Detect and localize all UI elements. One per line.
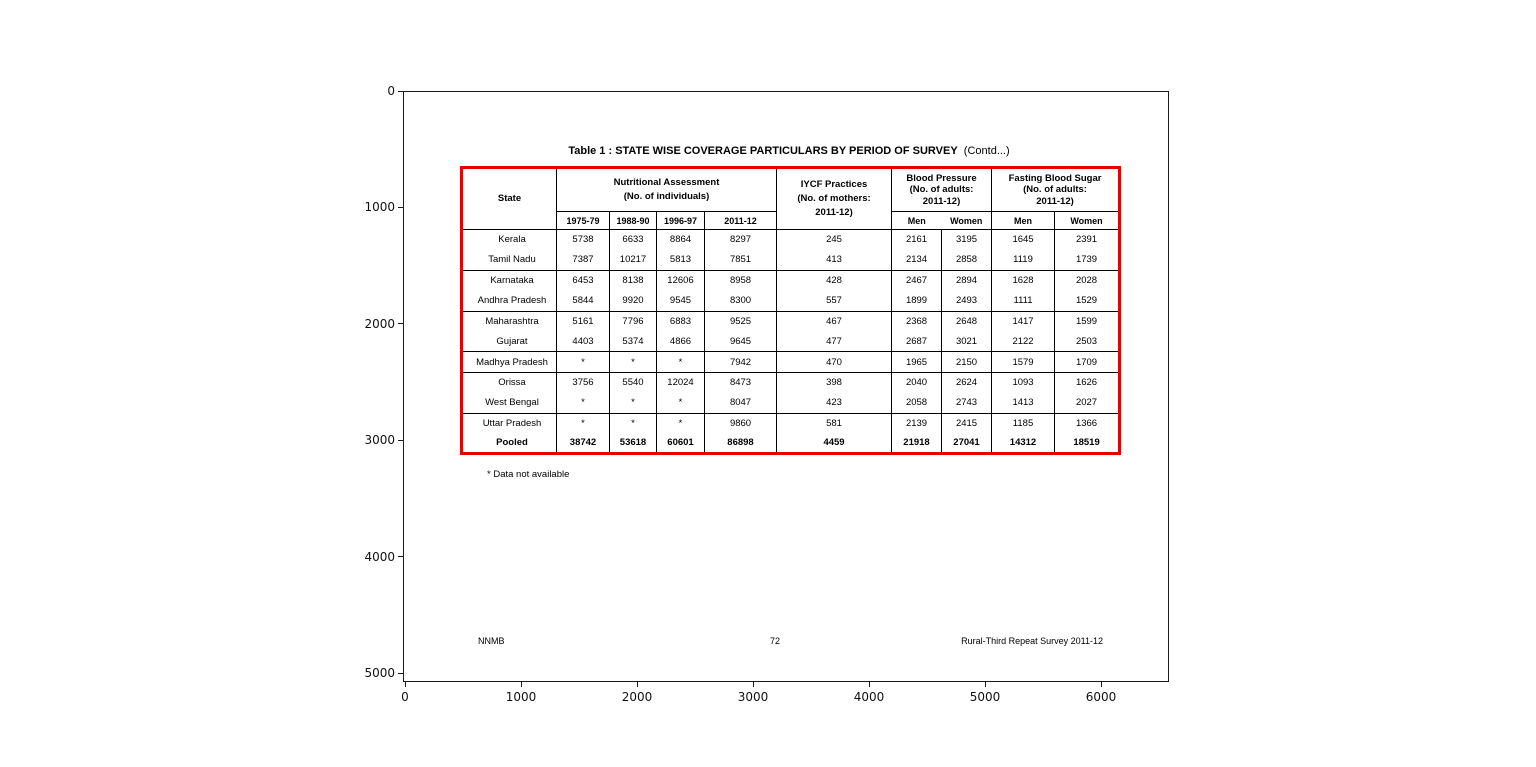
- value-cell: 581: [777, 413, 892, 433]
- value-cell: 1599: [1055, 311, 1120, 331]
- value-cell: 9920: [610, 291, 657, 311]
- table-row: [462, 230, 1120, 250]
- x-tick-mark: [637, 682, 638, 687]
- value-cell: 6453: [557, 270, 610, 290]
- y-tick-label: 2000: [364, 316, 395, 331]
- value-cell: 2503: [1055, 331, 1120, 351]
- value-cell: 245: [777, 230, 892, 250]
- table-body: [462, 230, 1120, 454]
- value-cell: 2040: [892, 372, 942, 392]
- value-cell: *: [557, 413, 610, 433]
- col-header-2011-12: 2011-12: [705, 212, 777, 230]
- value-cell: 18519: [1055, 433, 1120, 453]
- value-cell: 9545: [657, 291, 705, 311]
- x-tick-label: 2000: [621, 690, 653, 704]
- value-cell: 7942: [705, 352, 777, 372]
- value-cell: 428: [777, 270, 892, 290]
- footer-org: NNMB: [478, 636, 505, 646]
- value-cell: *: [657, 393, 705, 413]
- x-tick-mark: [1101, 682, 1102, 687]
- table-row: [462, 433, 1120, 453]
- table-title-main: Table 1 : STATE WISE COVERAGE PARTICULARS BY PERIOD OF SURVEY: [568, 145, 958, 157]
- header-row-groups: [462, 168, 1120, 212]
- value-cell: 398: [777, 372, 892, 392]
- value-cell: 7796: [610, 311, 657, 331]
- value-cell: 53618: [610, 433, 657, 453]
- value-cell: 2467: [892, 270, 942, 290]
- value-cell: 2027: [1055, 393, 1120, 413]
- x-tick-mark: [405, 682, 406, 687]
- x-tick-label: 6000: [1085, 690, 1117, 704]
- state-cell: Gujarat: [462, 331, 557, 351]
- value-cell: 1119: [992, 250, 1055, 270]
- value-cell: 1413: [992, 393, 1055, 413]
- value-cell: 8473: [705, 372, 777, 392]
- col-header-iycf: IYCF Practices (No. of mothers: 2011-12): [777, 168, 892, 230]
- table-title-suffix: (Contd...): [963, 145, 1010, 157]
- col-header-1975-79: 1975-79: [557, 212, 610, 230]
- value-cell: 2648: [942, 311, 992, 331]
- value-cell: 8047: [705, 393, 777, 413]
- x-tick-label: 3000: [737, 690, 769, 704]
- value-cell: 5813: [657, 250, 705, 270]
- x-tick-mark: [985, 682, 986, 687]
- value-cell: 3756: [557, 372, 610, 392]
- footer-page-number: 72: [769, 636, 780, 646]
- value-cell: 1579: [992, 352, 1055, 372]
- value-cell: 21918: [892, 433, 942, 453]
- x-tick-mark: [753, 682, 754, 687]
- value-cell: 8958: [705, 270, 777, 290]
- col-header-1988-90: 1988-90: [610, 212, 657, 230]
- value-cell: 2624: [942, 372, 992, 392]
- value-cell: 38742: [557, 433, 610, 453]
- value-cell: *: [657, 413, 705, 433]
- value-cell: 5738: [557, 230, 610, 250]
- value-cell: 4866: [657, 331, 705, 351]
- value-cell: 2368: [892, 311, 942, 331]
- value-cell: 2058: [892, 393, 942, 413]
- value-cell: 2493: [942, 291, 992, 311]
- value-cell: 3021: [942, 331, 992, 351]
- value-cell: 2687: [892, 331, 942, 351]
- y-tick-mark: [398, 556, 403, 557]
- value-cell: 2894: [942, 270, 992, 290]
- state-cell: Karnataka: [462, 270, 557, 290]
- value-cell: 413: [777, 250, 892, 270]
- value-cell: 9525: [705, 311, 777, 331]
- col-header-state: State: [462, 168, 557, 230]
- state-cell: Uttar Pradesh: [462, 413, 557, 433]
- state-cell: Pooled: [462, 433, 557, 453]
- value-cell: 5374: [610, 331, 657, 351]
- y-tick-label: 4000: [364, 549, 395, 564]
- value-cell: *: [610, 352, 657, 372]
- value-cell: *: [557, 393, 610, 413]
- value-cell: 1965: [892, 352, 942, 372]
- value-cell: 27041: [942, 433, 992, 453]
- value-cell: 60601: [657, 433, 705, 453]
- value-cell: 1899: [892, 291, 942, 311]
- value-cell: 1529: [1055, 291, 1120, 311]
- value-cell: 1185: [992, 413, 1055, 433]
- col-header-blood-pressure: Blood Pressure (No. of adults: 2011-12): [892, 168, 992, 212]
- x-tick-label: 5000: [969, 690, 1001, 704]
- y-tick-mark: [398, 673, 403, 674]
- col-header-bp-men: Men: [892, 212, 942, 230]
- value-cell: *: [610, 393, 657, 413]
- x-tick-label: 1000: [505, 690, 537, 704]
- value-cell: 5161: [557, 311, 610, 331]
- x-tick-mark: [521, 682, 522, 687]
- state-cell: Orissa: [462, 372, 557, 392]
- table-row: [462, 250, 1120, 270]
- value-cell: 1739: [1055, 250, 1120, 270]
- y-tick-label: 0: [387, 84, 395, 98]
- value-cell: 4403: [557, 331, 610, 351]
- state-cell: Kerala: [462, 230, 557, 250]
- value-cell: 2391: [1055, 230, 1120, 250]
- table-row: [462, 372, 1120, 392]
- value-cell: 8297: [705, 230, 777, 250]
- table-title: [460, 145, 1118, 157]
- table-row: [462, 270, 1120, 290]
- value-cell: 2161: [892, 230, 942, 250]
- state-cell: West Bengal: [462, 393, 557, 413]
- value-cell: 1626: [1055, 372, 1120, 392]
- state-cell: Tamil Nadu: [462, 250, 557, 270]
- value-cell: 477: [777, 331, 892, 351]
- y-tick-mark: [398, 323, 403, 324]
- value-cell: 8138: [610, 270, 657, 290]
- value-cell: 467: [777, 311, 892, 331]
- footnote: * Data not available: [487, 469, 570, 480]
- value-cell: 3195: [942, 230, 992, 250]
- y-tick-mark: [398, 207, 403, 208]
- value-cell: 1628: [992, 270, 1055, 290]
- value-cell: 9645: [705, 331, 777, 351]
- x-tick-label: 4000: [853, 690, 885, 704]
- value-cell: 2858: [942, 250, 992, 270]
- state-cell: Madhya Pradesh: [462, 352, 557, 372]
- value-cell: 2134: [892, 250, 942, 270]
- footer-survey: Rural-Third Repeat Survey 2011-12: [961, 636, 1103, 646]
- value-cell: 5844: [557, 291, 610, 311]
- value-cell: 1111: [992, 291, 1055, 311]
- value-cell: 5540: [610, 372, 657, 392]
- value-cell: 1417: [992, 311, 1055, 331]
- table-row: [462, 331, 1120, 351]
- value-cell: 557: [777, 291, 892, 311]
- y-tick-mark: [398, 91, 403, 92]
- state-cell: Maharashtra: [462, 311, 557, 331]
- value-cell: 2743: [942, 393, 992, 413]
- value-cell: *: [557, 352, 610, 372]
- col-header-bp-women: Women: [942, 212, 992, 230]
- value-cell: 2139: [892, 413, 942, 433]
- value-cell: 8864: [657, 230, 705, 250]
- value-cell: 86898: [705, 433, 777, 453]
- value-cell: 8300: [705, 291, 777, 311]
- col-header-fbs-men: Men: [992, 212, 1055, 230]
- value-cell: *: [657, 352, 705, 372]
- value-cell: 7851: [705, 250, 777, 270]
- table-row: [462, 413, 1120, 433]
- table-row: [462, 291, 1120, 311]
- col-header-1996-97: 1996-97: [657, 212, 705, 230]
- value-cell: 1709: [1055, 352, 1120, 372]
- value-cell: 1645: [992, 230, 1055, 250]
- value-cell: 7387: [557, 250, 610, 270]
- value-cell: 2150: [942, 352, 992, 372]
- value-cell: 2028: [1055, 270, 1120, 290]
- value-cell: 4459: [777, 433, 892, 453]
- x-tick-label: 0: [401, 690, 409, 704]
- value-cell: *: [610, 413, 657, 433]
- value-cell: 2415: [942, 413, 992, 433]
- value-cell: 423: [777, 393, 892, 413]
- value-cell: 1093: [992, 372, 1055, 392]
- value-cell: 1366: [1055, 413, 1120, 433]
- value-cell: 2122: [992, 331, 1055, 351]
- value-cell: 6633: [610, 230, 657, 250]
- value-cell: 10217: [610, 250, 657, 270]
- value-cell: 14312: [992, 433, 1055, 453]
- x-tick-mark: [869, 682, 870, 687]
- table-row: [462, 393, 1120, 413]
- value-cell: 6883: [657, 311, 705, 331]
- y-tick-label: 1000: [364, 200, 395, 215]
- col-header-fbs-women: Women: [1055, 212, 1120, 230]
- coverage-table: [460, 166, 1121, 455]
- y-tick-label: 5000: [364, 666, 395, 680]
- table-row: [462, 352, 1120, 372]
- y-tick-label: 3000: [364, 433, 395, 448]
- table-row: [462, 311, 1120, 331]
- state-cell: Andhra Pradesh: [462, 291, 557, 311]
- col-header-fasting-blood-sugar: Fasting Blood Sugar (No. of adults: 2011-12): [992, 168, 1120, 212]
- col-header-nutritional-assessment: Nutritional Assessment (No. of individuals): [557, 168, 777, 212]
- y-tick-mark: [398, 440, 403, 441]
- value-cell: 470: [777, 352, 892, 372]
- value-cell: 9860: [705, 413, 777, 433]
- value-cell: 12024: [657, 372, 705, 392]
- value-cell: 12606: [657, 270, 705, 290]
